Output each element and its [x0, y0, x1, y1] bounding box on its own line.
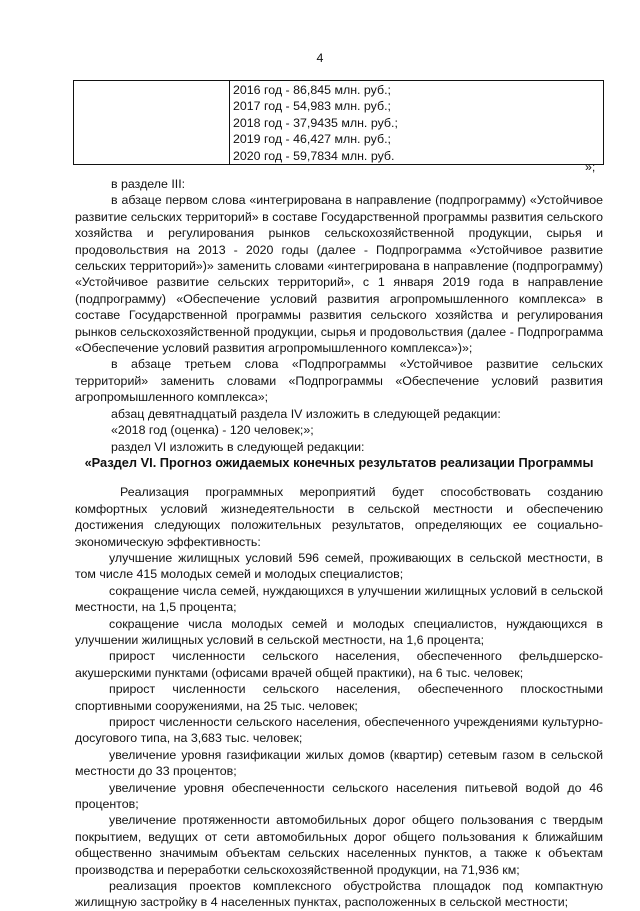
paragraph: Реализация программных мероприятий будет способствовать созданию комфортных условий жизнедеятельности в сельской местности и обеспечению достижения следующих положительных результатов, определяющих ее социально-экономическую эффективность: [75, 485, 603, 549]
table-line: 2016 год - 86,845 млн. руб.; [233, 83, 391, 97]
page-number: 4 [316, 51, 324, 65]
amounts-table [73, 80, 604, 165]
table-line: 2019 год - 46,427 млн. руб.; [233, 132, 391, 147]
list-item: прирост численности сельского населения, обеспеченного учреждениями культурно-досугового типа, на 3,683 тыс. человек; [75, 715, 603, 746]
section-heading: «Раздел VI. Прогноз ожидаемых конечных результатов реализации Программы [84, 454, 594, 470]
list-item: сокращение числа молодых семей и молодых специалистов, нуждающихся в улучшении жилищных условий в сельской местности, на 1,6 процента; [75, 616, 603, 647]
body-text [75, 176, 603, 911]
paragraph: в абзаце третьем слова «Подпрограммы «Устойчивое развитие сельских территорий» заменить словами «Подпрограммы «Обеспечение условий развития агропромышленного комплекса»; [75, 357, 603, 405]
list-item: улучшение жилищных условий 596 семей, проживающих в сельской местности, в том числе 415 молодых семей и молодых специалистов; [75, 550, 603, 582]
table-line: 2018 год - 37,9435 млн. руб.; [233, 115, 398, 130]
paragraph: абзац девятнадцатый раздела IV изложить в следующей редакции: [111, 406, 501, 421]
table-cell-amounts [230, 81, 604, 165]
table-row [74, 81, 604, 165]
table-cell-empty [74, 81, 230, 165]
table-line: 2017 год - 54,983 млн. руб.; [233, 99, 391, 114]
list-item: увеличение уровня газификации жилых домов (квартир) сетевым газом в сельской местности до 33 процентов; [75, 747, 603, 779]
paragraph: в абзаце первом слова «интегрирована в направление (подпрограмму) «Устойчивое развитие сельских территорий» в составе Государственной программы развития сельского хозяйства и регулирования рынков сельскохозяйственной продукции, сырья и продовольствия на 2013 - 2020 годы (далее - Подпрограмма «Устойчивое развитие сельских территорий»)» заменить словами «интегрирована в направление (подпрограмму) «Устойчивое развитие сельских территорий», с 1 января 2019 года в направление (подпрограмму) «Обеспечение условий развития агропромышленного комплекса» в составе Государственной программы развития сельского хозяйства и регулирования рынков сельскохозяйственной продукции, сырья и продовольствия (далее - Подпрограмма «Обеспечение условий развития агропромышленного комплекса»)»; [75, 193, 603, 356]
list-item: увеличение уровня обеспеченности сельского населения питьевой водой до 46 процентов; [75, 780, 603, 812]
table-line: 2020 год - 59,7834 млн. руб. [233, 148, 395, 163]
closing-quote: »; [585, 160, 596, 174]
paragraph: «2018 год (оценка) - 120 человек;»; [111, 423, 314, 438]
paragraph: в разделе III: [111, 177, 186, 191]
paragraph: раздел VI изложить в следующей редакции: [111, 439, 365, 454]
list-item: прирост численности сельского населения, обеспеченного фельдшерско-акушерскими пунктами (офисами врачей общей практики), на 6 тыс. человек; [75, 649, 603, 680]
list-item: увеличение протяженности автомобильных дорог общего пользования с твердым покрытием, ведущих от сети автомобильных дорог общего пользования к ближайшим общественно значимым объектам сельских населенных пунктов, а также к объектам производства и переработки сельскохозяйственной продукции, на 71,936 км; [75, 813, 603, 877]
list-item: сокращение числа семей, нуждающихся в улучшении жилищных условий в сельской местности, на 1,5 процента; [75, 583, 603, 615]
list-item: реализация проектов комплексного обустройства площадок под компактную жилищную застройку в 4 населенных пунктах, расположенных в сельской местности; [75, 879, 603, 910]
list-item: прирост численности сельского населения, обеспеченного плоскостными спортивными сооружениями, на 25 тыс. человек; [75, 682, 603, 713]
